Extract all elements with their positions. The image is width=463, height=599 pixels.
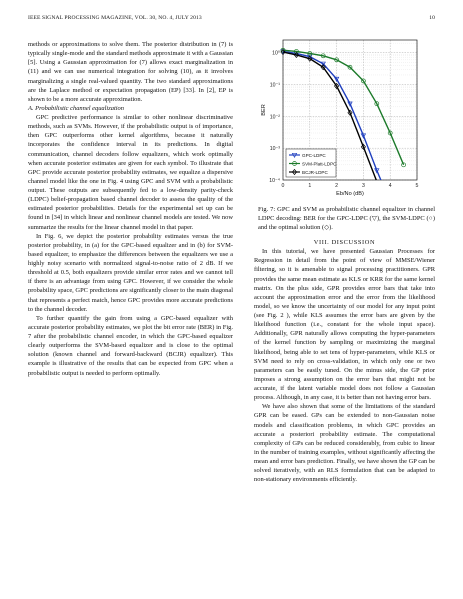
figure-caption: Fig. 7: GPC and SVM as probabilistic channel equalizer in channel LDPC decoding: BER for the GPC-LDPC (▽), the SVM-LDPC (○) and the optimal solution (◇).	[258, 206, 435, 232]
page-number: 10	[429, 15, 435, 21]
x-tick-label: 0	[281, 183, 285, 189]
paragraph: GPC predictive performance is similar to other nonlinear discriminative methods, such as SVMs. However, if the probabilistic output is of importance, then GPC outperforms other kernel algorithms, because it naturally incorporates the confidence interval in its predictions. In digital communication, channel decoders follow equalizers, which work optimally when accurate posterior estimates are given for each symbol. To illustrate that GPC provide accurate posterior probability estimates, we equalize a dispersive channel model like the one in Fig. 4 using GPC and SVM with a probabilistic output. These outputs are subsequently fed to a low-density parity-check (LDPC) belief-propagation based channel decoder to assess the quality of the estimated posterior probabilities. Details for the experimental set up can be found in [34] in which linear and nonlinear channel models are tested. We now summarize the results for the linear channel model in that paper.	[28, 114, 233, 231]
section-heading: VIII. DISCUSSION	[313, 239, 376, 246]
paragraph: To further quantify the gain from using a GPC-based equalizer with accurate posterior probability estimates, we plot the bit error rate (BER) in Fig. 7 after the probabilistic channel encoder, in which the GPC-based equalizer clearly outperforms the SVM-based equalizer and is close to the optimal solution (known channel and forward-backward (BCJR) equalizer). This example is illustrative of the results that can be expected from GPC when a probabilistic output is needed to perform optimally.	[28, 314, 233, 377]
left-column	[28, 40, 233, 378]
x-tick-label: 4	[388, 183, 392, 189]
paragraph: In Fig. 6, we depict the posterior probability estimates versus the true posterior probability, in (a) for the GPC-based equalizer and in (b) for SVM-based equalizer, to emphasize the differences between the equalizers we use a highly noisy scenario with normalized signal-to-noise ratio of 2 dB. If we threshold at 0.5, both equalizers provide similar error rates and we cannot tell if there is an advantage from using GPC. However, if we consider the whole probability space, GPC predictions are significantly closer to the main diagonal that represents a perfect match, hence GPC provides more accurate predictions to the channel decoder.	[28, 232, 233, 313]
paragraph: We have also shown that some of the limitations of the standard GPR can be eased. GPs can be extended to non-Gaussian noise models and classification problems, in which GPC provides an accurate a posteriori probability estimate. The computational complexity of GPs can be reduced considerably, from cubic to linear in the number of training examples, without significantly affecting the mean and error bars prediction. Finally, we have shown the GP can be solved iteratively, with an RLS formulation that can be adapted to non-stationary environments efficiently.	[254, 403, 435, 484]
series-line-svm-platt-ldpc	[283, 50, 404, 165]
y-tick-label: 10⁻²	[269, 114, 280, 121]
x-tick-label: 3	[361, 183, 365, 189]
right-column	[254, 238, 435, 484]
y-tick-label: 10⁻¹	[269, 82, 280, 89]
journal-title: IEEE SIGNAL PROCESSING MAGAZINE, VOL. 30, NO. 4, JULY 2013	[28, 15, 202, 21]
y-tick-label: 10⁻⁴	[269, 178, 280, 184]
subsection-heading: A. Probabilistic channel equalization	[28, 104, 124, 112]
page-header	[28, 15, 435, 23]
y-tick-label: 10⁰	[272, 50, 280, 57]
x-axis-label: Eb/No (dB)	[336, 191, 364, 197]
x-tick-label: 5	[415, 183, 419, 189]
legend-label: GPC-LDPC	[302, 152, 326, 158]
legend-label: SVM-Platt-LDPC	[302, 161, 337, 167]
ber-chart	[258, 36, 433, 201]
y-axis-label: BER	[261, 104, 267, 116]
legend-label: BCJR-LDPC	[302, 169, 328, 175]
x-tick-label: 2	[335, 183, 339, 189]
y-tick-label: 10⁻³	[269, 146, 280, 153]
series-line-bcjr-ldpc	[283, 52, 385, 201]
figure-7	[258, 36, 433, 201]
paragraph: methods or approximations to solve them. The posterior distribution in (7) is typically single-mode and the standard methods approximate it with a Gaussian [5]. Using a Gaussian approximation for (7) allows exact marginalization in (11) and we can use numerical integration for solving (10), as it involves marginalizing a single real-valued quantity. The two standard approximations are the Laplace method or expectation propagation (EP) [33]. In [2], EP is shown to be a more accurate approximation.	[28, 41, 233, 103]
x-tick-label: 1	[308, 183, 312, 189]
paragraph: In this tutorial, we have presented Gaussian Processes for Regression in detail from the point of view of MMSE/Wiener filtering, so it is amenable to signal processing practitioners. GPR provides the same mean estimate as KLS or KRR for the same kernel matrix. On the plus side, GPR provides error bars that take into account the approximation error and the error from the likelihood model, so we know the uncertainty of our model for any input point (see Fig. 2 ), while KLS assumes the error bars are given by the likelihood function (i.e., constant for the whole input space). Additionally, GPR naturally allows computing the hyper-parameters of the kernel function by sampling or maximizing the marginal likelihood, being able to set tens of hyper-parameters, while KLS or SVM need to rely on cross-validation, in which only one or two parameters can be easily tuned. On the minus side, the GP prior imposes a strong assumption on the error bars that might not be accurate, if the latent variable model does not follow a Gaussian process. Although, in any case, it is better than not having error bars.	[254, 248, 435, 402]
